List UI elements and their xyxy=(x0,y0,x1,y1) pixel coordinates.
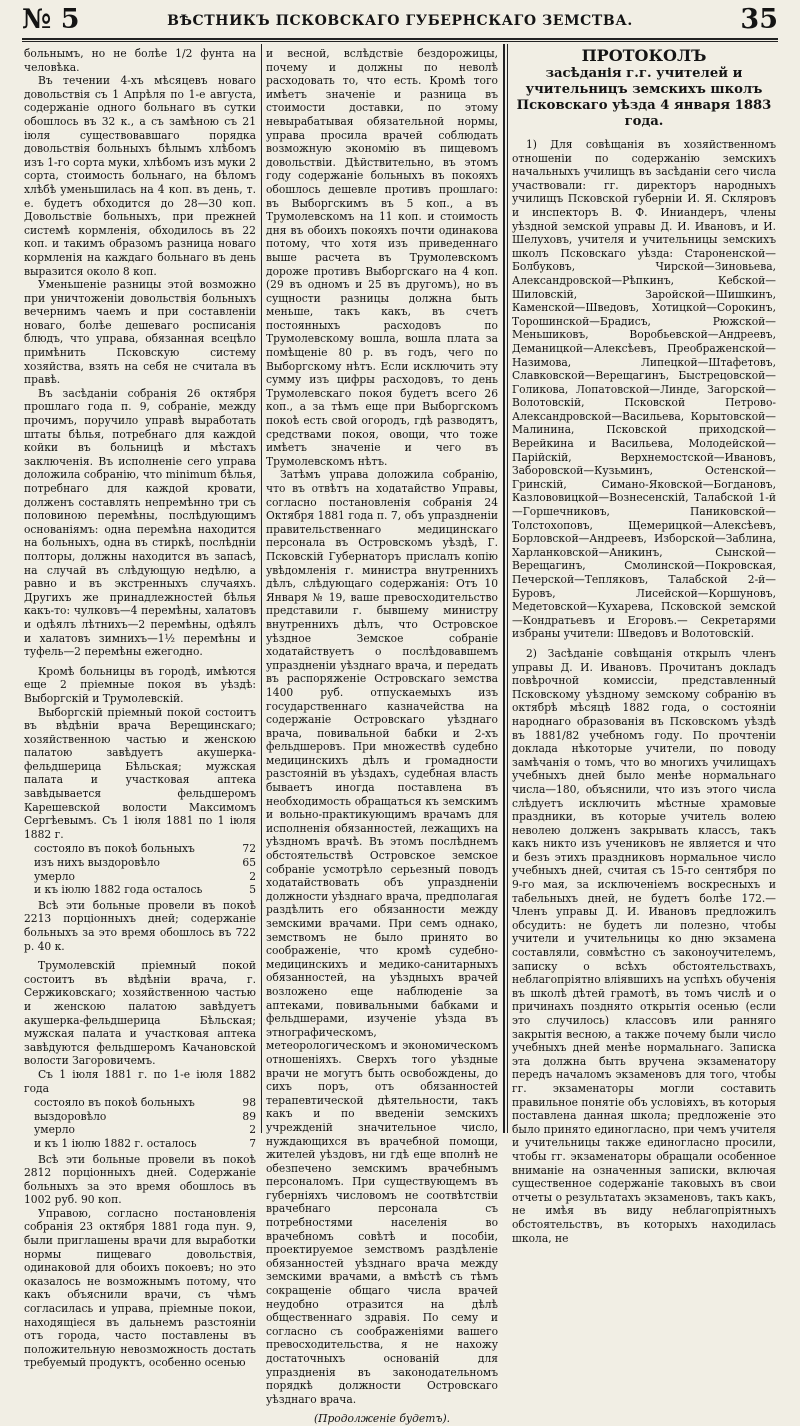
stat-value: 5 xyxy=(249,883,256,897)
stat-row xyxy=(34,883,256,897)
section-title: ПРОТОКОЛЪ xyxy=(581,46,707,65)
issue-number: № 5 xyxy=(22,4,80,35)
statistics-table-trumolev xyxy=(34,1096,256,1150)
section-subtitle: засѣданія г.г. учителей и учительницъ земскихъ школъ Псковскаго уѣзда 4 января 1883 года. xyxy=(516,66,772,129)
stat-value: 2 xyxy=(249,1123,256,1137)
stat-label: изъ нихъ выздоровѣло xyxy=(34,856,160,870)
paragraph: 2) Засѣданіе совѣщанія открылъ членъ управы Д. И. Ивановъ. Прочитанъ докладъ повѣрочной комиссіи, представленный Псковскому уѣздному земскому собранію въ октябрѣ мѣсяцѣ 1882 года, о состояніи народнаго образованія въ Псковскомъ уѣздѣ въ 1881/82 учебномъ году. По прочтеніи доклада нѣкоторые учители, по поводу замѣчанія о томъ, что во многихъ училищахъ учебныхъ дней было менѣе нормальнаго числа—180, объяснили, что изъ этого числа слѣдуетъ исключить мѣстные храмовые праздники, въ которые учитель волею неволею долженъ закрывать классъ, такъ какъ никто изъ учениковъ не является и что и безъ этихъ праздниковъ нормальное число учебныхъ дней, считая съ 15-го сентября по 9-го мая, за исключеніемъ воскресныхъ и табельныхъ дней, не будетъ болѣе 172.—Членъ управы Д. И. Ивановъ предложилъ обсудить: не будетъ ли полезно, чтобы учители и учительницы ко дню экзамена составляли, совмѣстно съ законоучителемъ, записку о всѣхъ обстоятельствахъ, неблагопріятно вліявшихъ на успѣхъ обученія въ школѣ дѣтей грамотѣ, въ томъ числѣ и о причинахъ позднято открытія осенью (если это случилось) классовъ или ранняго закрытія весною, а также почему были число учебныхъ дней менѣе нормальнаго. Записка эта должна быть вручена экзаменатору передъ началомъ экзаменовъ для того, чтобы гг. экзаменаторы могли составить правильное понятіе объ условіяхъ, въ которыя поставлена данная школа; предложеніе это было принято единогласно, при чемъ учителя и учительницы также единогласно просили, чтобы гг. экзаменаторы обращали особенное вниманіе на означенныя записки, включая существенное содержаніе таковыхъ въ свои отчеты о результатахъ экзаменовъ, такъ какъ, не имѣя въ виду неблагопріятныхъ обстоятельствъ, въ которыхъ находилась школа, не xyxy=(512,646,776,1245)
stat-label: и къ 1 іюлю 1882 г. осталось xyxy=(34,1136,197,1150)
stat-row xyxy=(34,1096,256,1110)
paragraph: Въ засѣданіи собранія 26 октября прошлаго года п. 9, собраніе, между прочимъ, поручило управѣ выработать штаты бѣлья, потребнаго для каждой койки въ больницѣ и мѣстахъ заключенія. Въ исполненіе сего управа доложила собранію, что minimum бѣлья, потребнаго для каждой кровати, долженъ составлять непремѣнно три съ половиною перемѣны, послѣдующимъ основаніямъ: одна перемѣна находится на больныхъ, одна въ стиркѣ, послѣдніи полторы, должны находится въ запасѣ, на случай въ слѣдующую недѣлю, а равно и въ экстренныхъ случаяхъ. Другихъ же принадлежностей бѣлья какъ-то: чулковъ—4 перемѣны, халатовъ и одѣялъ лѣтнихъ—2 перемѣны, одѣялъ и халатовъ зимнихъ—1½ перемѣны и туфель—2 перемѣны ежегодно. xyxy=(24,386,256,659)
stat-value: 65 xyxy=(242,856,256,870)
stat-label: выздоровѣло xyxy=(34,1109,107,1123)
stat-label: состояло въ покоѣ больныхъ xyxy=(34,842,195,856)
paragraph: Кромѣ больницы въ городѣ, имѣются еще 2 пріемные покоя въ уѣздѣ: Выборгскій и Трумолевскій. xyxy=(24,664,256,705)
paragraph: больнымъ, но не болѣе 1/2 фунта на человѣка. xyxy=(24,47,256,74)
stat-row xyxy=(34,1123,256,1137)
paragraph: Трумолевскій пріемный покой состоитъ въ вѣдѣніи врача, г. Сержиковскаго; хозяйственною частью и женскою палатою завѣдуетъ акушерка-фельдшерица Бѣльская; мужская палата и участковая аптека завѣдуются фельдшеромъ Качановской волости Загоровичемъ. xyxy=(24,959,256,1068)
page-header xyxy=(22,4,778,40)
journal-title: ВѢСТНИКЪ ПСКОВСКАГО ГУБЕРНСКАГО ЗЕМСТВА. xyxy=(167,13,633,29)
header-rule xyxy=(22,41,778,42)
section-divider xyxy=(503,44,505,1133)
stat-label: и къ іюлю 1882 года осталось xyxy=(34,883,203,897)
paragraph: Уменьшеніе разницы этой возможно при уничтоженіи довольствія больныхъ вечернимъ чаемъ и при составленіи новаго, болѣе дешеваго росписанія блюдъ, что управа, обязанная всецѣло примѣнить Псковскую систему хозяйства, взять на себя не считала въ правѣ. xyxy=(24,278,256,387)
stat-value: 98 xyxy=(242,1096,256,1110)
stat-label: умерло xyxy=(34,869,75,883)
stat-label: умерло xyxy=(34,1123,75,1137)
section-divider-inner xyxy=(507,44,508,1133)
paragraph: Всѣ эти больные провели въ покоѣ 2213 порціонныхъ дней; содержаніе больныхъ за это время обошлось въ 722 р. 40 к. xyxy=(24,898,256,953)
paragraph: Затѣмъ управа доложила собранію, что въ отвѣтъ на ходатайство Управы, согласно постановленія собранія 24 Октября 1881 года п. 7, объ упраздненіи правительственнаго медицинскаго персонала въ Островскомъ уѣздѣ, Г. Псковскій Губернаторъ прислалъ копію увѣдомленія г. министра внутреннихъ дѣлъ, слѣдующаго содержанія: Отъ 10 Января № 19, ваше превосходительство представили г. бывшему министру внутреннихъ дѣлъ, что Островское уѣздное Земское собраніе ходатайствуетъ о послѣдовавшемъ упраздненіи уѣзднаго врача, и передать въ распоряженіе Островскаго земства 1400 руб. отпускаемыхъ изъ государственнаго казначейства на содержаніе Островскаго уѣзднаго врача, повивальной бабки и 2-хъ фельдшеровъ. При множествѣ судебно медицинскихъ дѣлъ и громадности разстояній въ уѣздахъ, судебная власть бываетъ иногда поставлена въ необходимость обращаться къ земскимъ и вольно-практикующимъ врачамъ для исполненія обязанностей, лежащихъ на уѣздномъ врачѣ. Въ этомъ послѣднемъ обстоятельствѣ Островское земское собраніе усмотрѣло серьезный поводъ ходатайствовать объ упраздненіи должности уѣзднаго врача, предполагая раздѣлить его обязанности между земскими врачами. При семъ однако, земствомъ не было принято во соображеніе, что кромѣ судебно-медицинскихъ и медико-санитарныхъ обязанностей, на уѣздныхъ врачей возложено еще наблюденіе за аптеками, повивальными бабками и фельдшерами, изученіе уѣзда въ этнографическомъ, метеорологическомъ и экономическомъ отношеніяхъ. Сверхъ того уѣздные врачи не могутъ быть освобождены, до сихъ поръ, отъ обязанностей терапевтической дѣятельности, такъ какъ и по введеніи земскихъ учрежденій значительное число, нуждающихся въ врачебной помощи, жителей уѣздовъ, ни гдѣ еще вполнѣ не обезпечено земскимъ врачебнымъ персоналомъ. При существующемъ въ губерніяхъ числовомъ не соотвѣтствіи врачебнаго персонала съ потребностями населенія во врачебномъ совѣтѣ и пособіи, проектируемое земствомъ раздѣленіе обязанностей уѣзднаго врача между земскими врачами, а вмѣстѣ съ тѣмъ сокращеніе общаго числа врачей неудобно отразится на дѣлѣ общественнаго здравія. По сему и согласно съ соображеніями вашего превосходительства, я не нахожу достаточныхъ основаній для упраздненія въ законодательномъ порядкѣ должности Островскаго уѣзднаго врача. xyxy=(266,468,498,1406)
column-right-protocol xyxy=(512,46,776,1245)
page-number: 35 xyxy=(740,4,778,35)
statistics-table-vyborg xyxy=(34,842,256,896)
column-divider xyxy=(261,44,262,1133)
paragraph: и весной, вслѣдствіе бездорожицы, почему и должны по неволѣ расходовать то, что есть. Кромѣ того имѣетъ значеніе и разница въ стоимости доставки, по этому невырабатывая обязательной нормы, управа просила врачей соблюдать возможную экономію въ пищевомъ довольствіи. Дѣйствительно, въ этомъ году содержаніе больныхъ въ покояхъ обошлось дешевле противъ прошлаго: въ Выборгскимъ въ 5 коп., а въ Трумолевскомъ на 11 коп. и стоимость дня въ обоихъ покояхъ почти одинакова потому, что хотя изъ приведеннаго выше расчета въ Трумолевскомъ дороже противъ Выборгскаго на 4 коп. (29 въ одномъ и 25 въ другомъ), но въ сущности разницы должна быть меньше, такъ какъ, въ счетъ постоянныхъ расходовъ по Трумолевскому вошла, вошла плата за помѣщеніе 80 р. въ годъ, чего по Выборгскому нѣтъ. Если исключить эту сумму изъ цифры расходовъ, то день Трумолевскаго покоя будетъ всего 26 коп., а за тѣмъ еще при Выборгскомъ покоѣ есть свой огородъ, гдѣ разводятъ, средствами покоя, овощи, что тоже имѣетъ значеніе и чего въ Трумолевскомъ нѣтъ. xyxy=(266,47,498,468)
column-middle xyxy=(266,47,498,1426)
paragraph: Управою, согласно постановленія собранія 23 октября 1881 года пун. 9, были приглашены врачи для выработки нормы пищеваго довольствія, одинаковой для обоихъ покоевъ; но это оказалось не возможнымъ потому, что какъ объяснили врачи, съ чѣмъ согласилась и управа, пріемные покои, находящіеся въ дальнемъ разстояніи отъ города, часто поставлены въ положительную невозможность достать требуемый продуктъ, особенно осенью xyxy=(24,1206,256,1370)
stat-value: 7 xyxy=(249,1136,256,1150)
continued-notice: (Продолженіе будетъ). xyxy=(313,1412,451,1426)
paragraph: Въ течении 4-хъ мѣсяцевъ новаго довольствія съ 1 Апрѣля по 1-е августа, содержаніе одного больнаго въ сутки обошлось въ 32 к., а съ замѣною съ 21 іюля существовавшаго порядка довольствія больныхъ бѣлымъ хлѣбомъ изъ 1-го сорта муки, хлѣбомъ изъ муки 2 сорта, стоимость больнаго, на бѣломъ хлѣбѣ уменьшилась на 4 коп. въ день, т. е. будетъ обходится до 28—30 коп. Довольствіе больныхъ, при прежней системѣ кормленія, обходилось въ 22 коп. и такимъ образомъ разница новаго кормленія на каждаго больнаго въ день выразится около 8 коп. xyxy=(24,74,256,278)
stat-row xyxy=(34,1137,256,1151)
stat-value: 72 xyxy=(242,842,256,856)
stat-row xyxy=(34,856,256,870)
paragraph: Выборгскій пріемный покой состоитъ въ вѣдѣніи врача Верещинскаго; хозяйственною частью и женскою палатою завѣдуетъ акушерка-фельдшерица Бѣльская; мужская палата и участковая аптека завѣдывается фельдшеромъ Карешевской волости Максимомъ Сергѣевымъ. Съ 1 іюля 1881 по 1 іюля 1882 г. xyxy=(24,705,256,841)
paragraph: Съ 1 іюля 1881 г. по 1-е іюля 1882 года xyxy=(24,1067,256,1095)
stat-value: 2 xyxy=(249,869,256,883)
stat-row xyxy=(34,842,256,856)
paragraph: Всѣ эти больные провели въ покоѣ 2812 порціонныхъ дней. Содержаніе больныхъ за это время обошлось въ 1002 руб. 90 коп. xyxy=(24,1152,256,1207)
stat-row xyxy=(34,1110,256,1124)
stat-row xyxy=(34,870,256,884)
stat-label: состояло въ покоѣ больныхъ xyxy=(34,1096,195,1110)
stat-value: 89 xyxy=(242,1109,256,1123)
column-left xyxy=(24,47,256,1370)
paragraph: 1) Для совѣщанія въ хозяйственномъ отношеніи по содержанію земскихъ начальныхъ училищъ въ засѣданіи сего числа участвовали: гг. директоръ народныхъ училищъ Псковской губерніи И. Я. Скляровъ и инспекторъ В. Ф. Иниандеръ, члены уѣздной земской управы Д. И. Ивановъ, и И. Шелуховъ, учителя и учительницы земскихъ школъ Псковскаго уѣзда: Староненской—Болбуковъ, Чирской—Зиновьева, Александровской—Рѣпкинъ, Кебской—Шиловскій, Заройской—Шишкинъ, Каменской—Шведовъ, Хотицкой—Сорокинъ, Торошинской—Брадисъ, Рюжской—Меньшиковъ, Воробьевской—Андреевъ, Деманицкой—Алексѣевъ, Преображенской—Назимова, Липецкой—Штафетовъ, Славковской—Верещагинъ, Быстрецовской—Голикова, Лопатовской—Линде, Загорской—Волотовскій, Псковской Петрово-Александровской—Васильева, Корытовской—Малинина, Псковской приходской—Верейкина и Васильева, Молодейской—Парійскій, Верхнемостской—Ивановъ, Заборовской—Кузьминъ, Остенской—Гринскій, Симано-Яковской—Богдановъ, Казлововицкой—Вознесенскій, Талабской 1-й—Горшечниковъ, Паниковской—Толстохоповъ, Щемерицкой—Алексѣевъ, Борловской—Андреевъ, Изборской—Заблина, Харланковской—Аникинъ, Сынской—Верещагинъ, Смолинской—Покровская, Печерской—Тепляковъ, Талабской 2-й—Буровъ, Лисейской—Коршуновъ, Медетовской—Кухарева, Псковской земской—Кондратьевъ и Егоровъ.— Секретарями избраны учители: Шведовъ и Волотовскій. xyxy=(512,138,776,641)
